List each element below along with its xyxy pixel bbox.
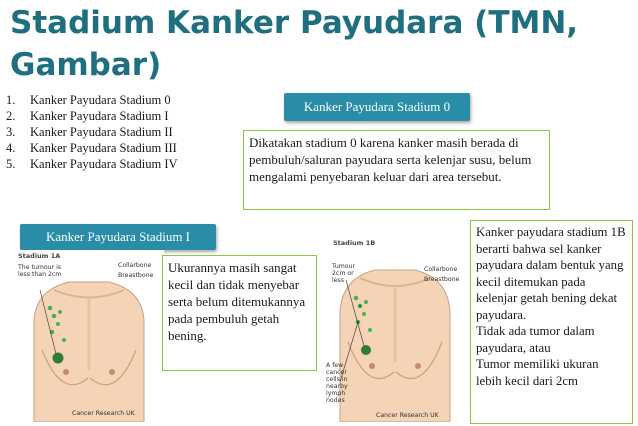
stage-list-text: Kanker Payudara Stadium IV [30, 157, 178, 171]
stage-list-item [6, 124, 231, 140]
stage-1b-line: Tidak ada tumor dalam payudara, atau [476, 324, 595, 355]
stage-list-text: Kanker Payudara Stadium I [30, 109, 169, 123]
slide-title: Stadium Kanker Payudara (TMN, Gambar) [10, 5, 579, 83]
stage-list-number: 2. [6, 109, 16, 123]
stage-list [6, 92, 231, 172]
stage-list-item [6, 92, 231, 108]
stage-1-heading: Kanker Payudara Stadium I [20, 224, 216, 250]
image-credit: Cancer Research UK [376, 412, 439, 419]
tumour-size-label: Tumour 2cm or less [332, 263, 356, 284]
stage-1b-line: Tumor memiliki ukuran lebih kecil dari 2cm [476, 357, 599, 388]
collarbone-label: Collarbone [424, 266, 458, 273]
stage-list-item [6, 140, 231, 156]
stage-1b-label: Stadium 1B [333, 239, 376, 247]
stage-list-item [6, 156, 231, 172]
stage-list-number: 5. [6, 157, 16, 171]
stage-list-number: 4. [6, 141, 16, 155]
tumour-size-label: The tumour is less than 2cm [18, 264, 62, 278]
breastbone-label: Breastbone [118, 272, 154, 279]
stage-0-description: Dikatakan stadium 0 karena kanker masih berada di pembuluh/saluran payudara serta kelenjar susu, belum mengalami penyebaran keluar dari area tersebut. [243, 130, 550, 210]
stage-list-number: 1. [6, 93, 16, 107]
stage-0-heading: Kanker Payudara Stadium 0 [284, 93, 470, 121]
stage-1b-description [470, 220, 633, 424]
stage-1b-line: Kanker payudara stadium 1B berarti bahwa sel kanker payudara dalam bentuk yang kecil ditemukan pada kelenjar getah bening dekat payudara. [476, 225, 626, 322]
lymph-nodes-label: A few cancer cells in nearby lymph nodes [326, 362, 348, 404]
stage-list-item [6, 108, 231, 124]
stage-1a-label: Stadium 1A [18, 252, 61, 260]
stage-list-text: Kanker Payudara Stadium III [30, 141, 177, 155]
stage-list-number: 3. [6, 125, 16, 139]
breastbone-label: Breastbone [424, 276, 460, 283]
stage-1-description: Ukurannya masih sangat kecil dan tidak menyebar serta belum ditemukannya pada pembuluh getah bening. [162, 255, 317, 371]
stage-list-text: Kanker Payudara Stadium 0 [30, 93, 171, 107]
collarbone-label: Collarbone [118, 262, 152, 269]
stage-list-text: Kanker Payudara Stadium II [30, 125, 173, 139]
image-credit: Cancer Research UK [72, 410, 135, 417]
